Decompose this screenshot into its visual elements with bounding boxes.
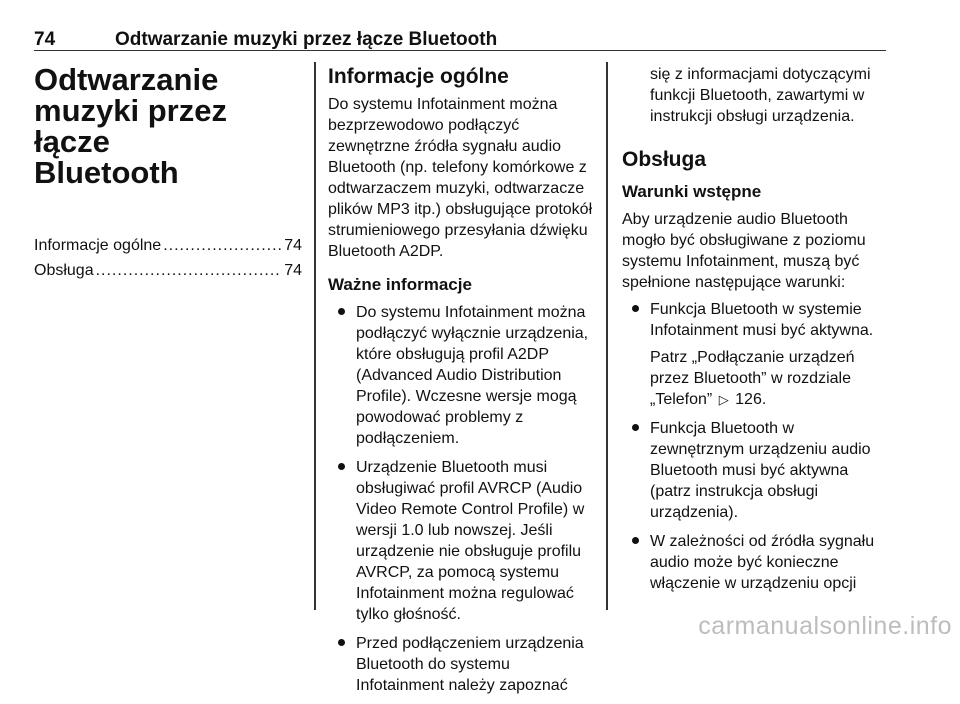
cross-reference bbox=[650, 347, 890, 410]
cross-reference-page[interactable]: 126. bbox=[735, 391, 767, 408]
list-item-text: Funkcja Bluetooth w systemie Infotainment musi być aktywna. bbox=[650, 301, 874, 339]
toc-leader-dots bbox=[96, 260, 283, 281]
chapter-title bbox=[34, 64, 302, 188]
column-divider-1 bbox=[314, 62, 316, 610]
toc-label[interactable]: Informacje ogólne bbox=[34, 237, 162, 254]
list-item bbox=[328, 457, 596, 625]
column-2 bbox=[328, 64, 596, 704]
chapter-title-line: muzyki przez łącze bbox=[34, 93, 227, 159]
list-item-text: Przed podłączeniem urządzenia Bluetooth do systemu Infotainment należy zapoznać bbox=[356, 635, 584, 694]
continued-list bbox=[622, 64, 890, 127]
chapter-title-line: Bluetooth bbox=[34, 155, 179, 190]
toc-page[interactable]: 74 bbox=[284, 262, 302, 279]
list-item bbox=[328, 633, 596, 696]
column-divider-2 bbox=[606, 62, 608, 610]
subsection-heading: Ważne informacje bbox=[328, 275, 472, 294]
table-of-contents bbox=[34, 235, 302, 285]
list-item-text: Do systemu Infotainment można podłączyć wyłącznie urządzenia, które obsługują profil A2DP (Advanced Audio Distribution Profile). Wczesne wersje mogą powodować problemy z podłączeniem. bbox=[356, 304, 589, 447]
toc-page[interactable]: 74 bbox=[284, 237, 302, 254]
requirements-list bbox=[622, 299, 890, 594]
section-heading: Obsługa bbox=[622, 148, 707, 171]
requirements-paragraph: Aby urządzenie audio Bluetooth mogło być obsługiwane z poziomu systemu Infotainment, muszą być spełnione następujące warunki: bbox=[622, 211, 866, 291]
running-title: Odtwarzanie muzyki przez łącze Bluetooth bbox=[115, 29, 498, 50]
important-info-list bbox=[328, 302, 596, 696]
toc-leader-dots bbox=[163, 235, 282, 256]
section-heading: Informacje ogólne bbox=[328, 65, 509, 88]
list-item-text: się z informacjami dotyczącymi funkcji Bluetooth, zawartymi w instrukcji obsługi urządzenia. bbox=[650, 66, 871, 125]
bullet-icon bbox=[632, 537, 639, 544]
bullet-icon bbox=[338, 463, 345, 470]
bullet-icon bbox=[632, 424, 639, 431]
toc-entry-informacje[interactable] bbox=[34, 235, 302, 260]
list-item bbox=[622, 299, 890, 410]
bullet-icon bbox=[338, 639, 345, 646]
column-1 bbox=[34, 64, 302, 285]
page-number: 74 bbox=[34, 29, 56, 50]
list-item-continuation bbox=[622, 64, 890, 127]
list-item bbox=[622, 418, 890, 523]
page-header bbox=[34, 29, 886, 51]
chapter-title-line: Odtwarzanie bbox=[34, 62, 219, 97]
bullet-icon bbox=[338, 308, 345, 315]
cross-reference-text: Patrz „Podłączanie urządzeń przez Bluetooth” w rozdziale „Telefon” bbox=[650, 349, 855, 408]
watermark: carmanualsonline.info bbox=[698, 612, 952, 640]
intro-paragraph: Do systemu Infotainment można bezprzewodowo podłączyć zewnętrzne źródła sygnału audio Bluetooth (np. telefony komórkowe z odtwarzaczem muzyki, odtwarzacze plików MP3 itp.) obsługujące protokół strumieniowego przesyłania dźwięku Bluetooth A2DP. bbox=[328, 96, 593, 260]
column-3 bbox=[622, 64, 890, 602]
list-item bbox=[622, 531, 890, 594]
bullet-icon bbox=[632, 305, 639, 312]
toc-entry-obsluga[interactable] bbox=[34, 260, 302, 285]
list-item-text: W zależności od źródła sygnału audio może być konieczne włączenie w urządzeniu opcji bbox=[650, 533, 875, 592]
page-reference-arrow-icon: ▷ bbox=[718, 392, 729, 407]
subsection-heading: Warunki wstępne bbox=[622, 182, 762, 201]
list-item-text: Funkcja Bluetooth w zewnętrznym urządzeniu audio Bluetooth musi być aktywna (patrz instrukcja obsługi urządzenia). bbox=[650, 420, 871, 521]
list-item bbox=[328, 302, 596, 449]
toc-label[interactable]: Obsługa bbox=[34, 262, 94, 279]
list-item-text: Urządzenie Bluetooth musi obsługiwać profil AVRCP (Audio Video Remote Control Profile) w wersji 1.0 lub nowszej. Jeśli urządzenie nie obsługuje profilu AVRCP, za pomocą systemu Infotainment można regulować tylko głośność. bbox=[356, 459, 585, 623]
